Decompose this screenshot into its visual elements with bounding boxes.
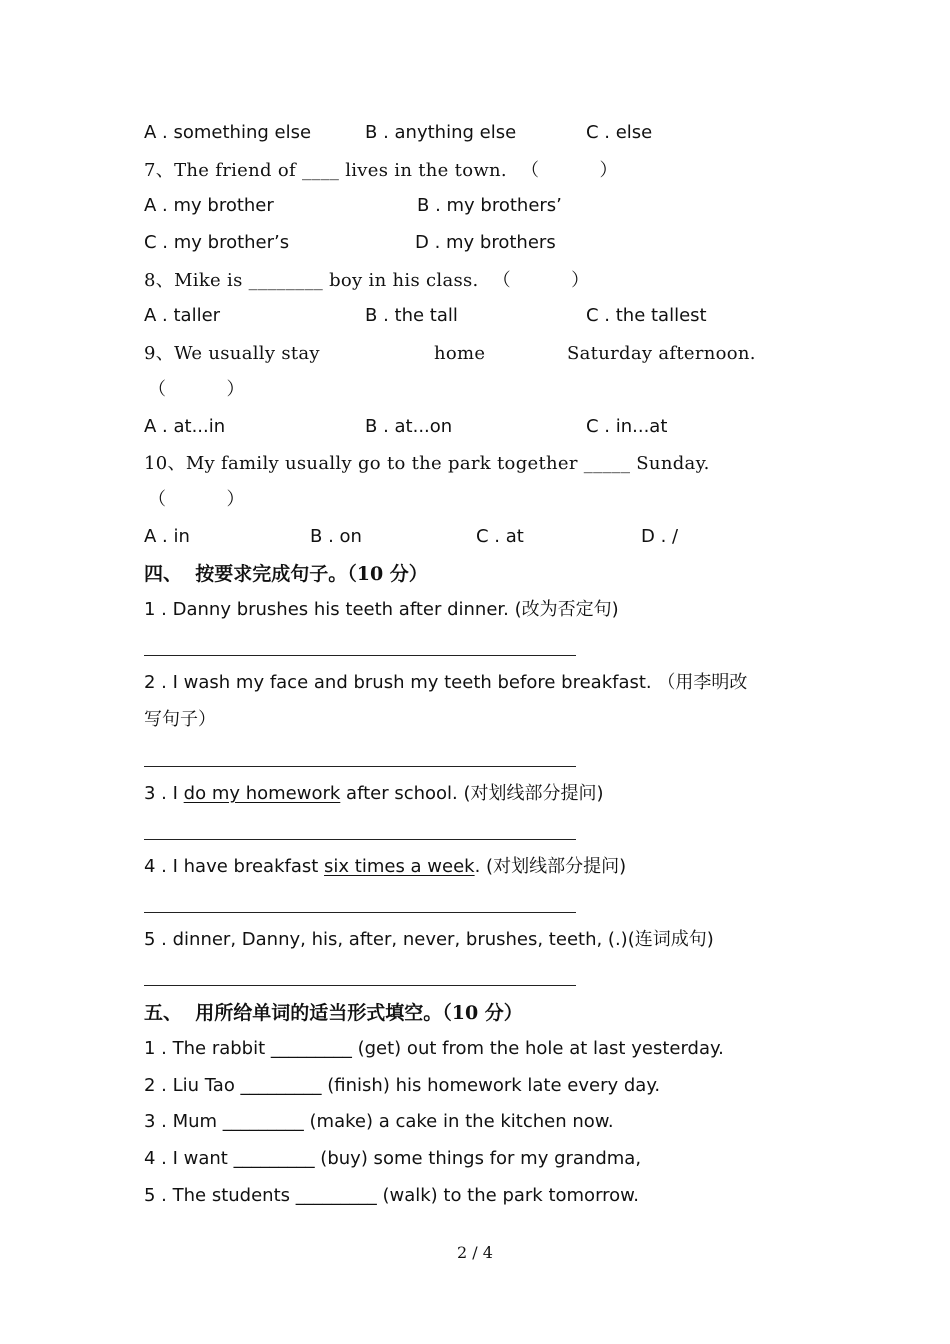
q6-option-b: B . anything else xyxy=(365,122,517,143)
q9-text-part1: We usually stay xyxy=(174,343,320,364)
q7-option-a: A . my brother xyxy=(144,195,274,216)
s4-answer-line-4 xyxy=(144,912,576,913)
s4-item-3-suffix: after school. (对划线部分提问) xyxy=(340,783,604,804)
q7-blank: ____ xyxy=(301,160,340,181)
s5-item-3: 3 . Mum _________ (make) a cake in the kitchen now. xyxy=(144,1111,614,1132)
q8-text-before: Mike is xyxy=(174,270,249,291)
s4-item-3 xyxy=(144,782,604,806)
s4-answer-line-1 xyxy=(144,655,576,656)
q8-option-a: A . taller xyxy=(144,305,221,326)
q10-option-d: D . / xyxy=(641,526,679,547)
s4-item-2-line1: 2 . I wash my face and brush my teeth before breakfast. （用李明改 xyxy=(144,672,748,693)
s5-item-5: 5 . The students _________ (walk) to the park tomorrow. xyxy=(144,1185,639,1206)
s5-item-1: 1 . The rabbit _________ (get) out from the hole at last yesterday. xyxy=(144,1038,724,1059)
s4-answer-line-2 xyxy=(144,766,576,767)
s4-item-1: 1 . Danny brushes his teeth after dinner. (改为否定句) xyxy=(144,599,619,620)
q7-answer-paren: （ ） xyxy=(520,160,618,181)
q10-option-c: C . at xyxy=(476,526,524,547)
q9-text-part3: Saturday afternoon. xyxy=(567,343,756,364)
s5-item-4: 4 . I want _________ (buy) some things for my grandma, xyxy=(144,1148,642,1169)
s4-item-4-suffix: . (对划线部分提问) xyxy=(474,856,627,877)
q8-answer-paren: （ ） xyxy=(492,270,590,291)
s4-answer-line-5 xyxy=(144,985,576,986)
q7-option-c: C . my brother’s xyxy=(144,232,290,253)
q10-blank: _____ xyxy=(583,453,631,474)
q6-option-a: A . something else xyxy=(144,122,312,143)
q10-text-after: Sunday. xyxy=(630,453,710,474)
q6-option-c: C . else xyxy=(586,122,653,143)
q9-option-b: B . at...on xyxy=(365,416,453,437)
q8-number: 8、 xyxy=(144,270,175,291)
page-number: 2 / 4 xyxy=(457,1243,493,1262)
q8-option-c: C . the tallest xyxy=(586,305,707,326)
q8-question xyxy=(144,269,589,293)
s4-answer-line-3 xyxy=(144,839,576,840)
q8-text-after: boy in his class. xyxy=(323,270,479,291)
q8-option-b: B . the tall xyxy=(365,305,458,326)
q10-answer-paren: （ ） xyxy=(148,489,245,510)
q9-option-a: A . at...in xyxy=(144,416,226,437)
s4-item-5: 5 . dinner, Danny, his, after, never, brushes, teeth, (.)(连词成句) xyxy=(144,929,714,950)
q8-blank: ________ xyxy=(248,270,324,291)
s4-item-4-underlined: six times a week xyxy=(324,856,475,877)
q9-question xyxy=(144,342,320,366)
s4-item-3-underlined: do my homework xyxy=(183,783,341,804)
q7-option-d: D . my brothers xyxy=(415,232,556,253)
q9-text-part2: home xyxy=(434,343,486,364)
q9-number: 9、 xyxy=(144,343,175,364)
q9-option-c: C . in...at xyxy=(586,416,668,437)
s4-item-4-prefix: 4 . I have breakfast xyxy=(144,856,325,877)
s5-item-2: 2 . Liu Tao _________ (finish) his homework late every day. xyxy=(144,1075,661,1096)
q7-text-before: The friend of xyxy=(174,160,302,181)
section4-title: 四、 按要求完成句子。（10 分） xyxy=(144,563,428,585)
q10-number: 10、 xyxy=(144,453,186,474)
q10-option-a: A . in xyxy=(144,526,190,547)
q7-text-after: lives in the town. xyxy=(339,160,507,181)
q7-option-b: B . my brothers’ xyxy=(417,195,562,216)
q10-question xyxy=(144,452,710,476)
q10-text-before: My family usually go to the park together xyxy=(185,453,584,474)
s4-item-4 xyxy=(144,855,626,879)
q7-question xyxy=(144,159,618,183)
s4-item-3-prefix: 3 . I xyxy=(144,783,184,804)
q9-answer-paren: （ ） xyxy=(148,379,245,400)
q10-option-b: B . on xyxy=(310,526,362,547)
q7-number: 7、 xyxy=(144,160,175,181)
s4-item-2-line2: 写句子） xyxy=(144,709,216,730)
section5-title: 五、 用所给单词的适当形式填空。（10 分） xyxy=(144,1002,523,1024)
